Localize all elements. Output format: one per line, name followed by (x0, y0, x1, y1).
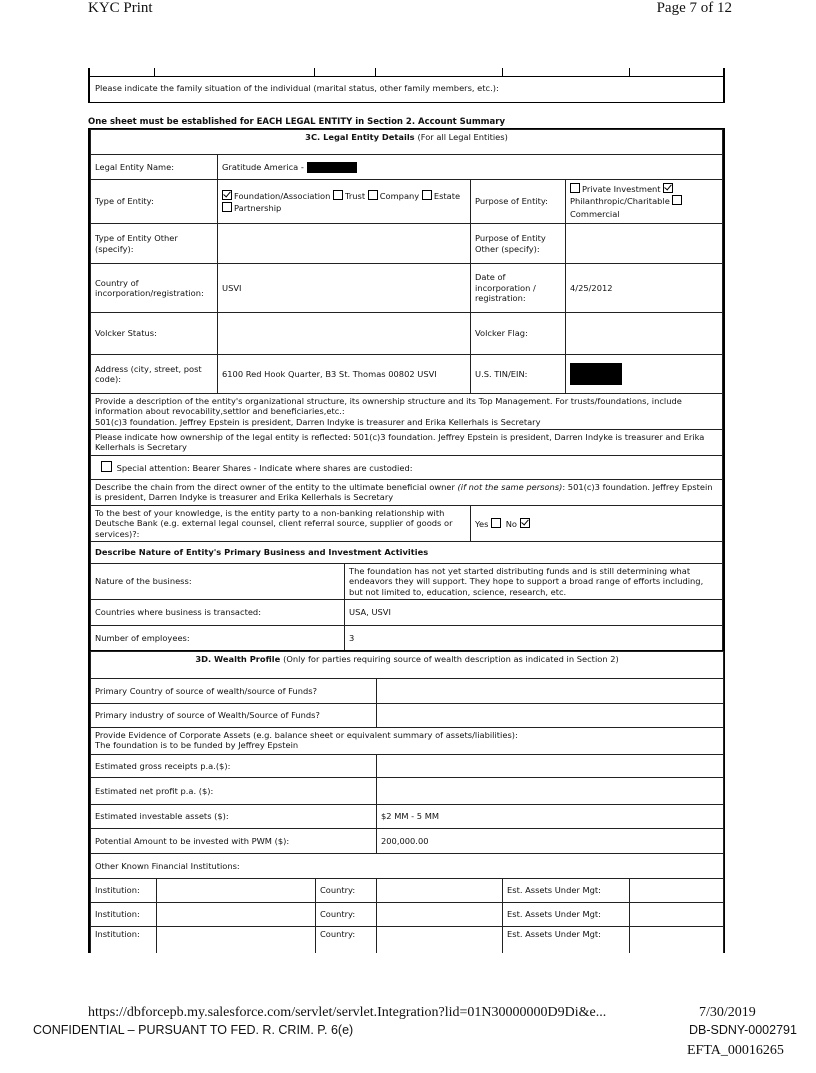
primary-country-label: Primary Country of source of wealth/source of Funds? (91, 679, 377, 704)
aum-label: Est. Assets Under Mgt: (503, 879, 630, 903)
aum-label: Est. Assets Under Mgt: (503, 903, 630, 927)
business-label: Nature of the business: (91, 563, 345, 599)
tin-label: U.S. TIN/EIN: (471, 355, 566, 394)
aum-value (630, 879, 724, 903)
date-value: 4/25/2012 (566, 264, 723, 313)
no-checkbox[interactable] (520, 518, 530, 528)
volcker-flag-value (566, 313, 723, 355)
aum-value (630, 903, 724, 927)
net-profit-label: Estimated net profit p.a. ($): (91, 778, 377, 805)
legal-entity-name-label: Legal Entity Name: (91, 155, 218, 180)
purpose-options: Private Investment Philanthropic/Charitable Commercial (566, 180, 723, 224)
potential-amount-label: Potential Amount to be invested with PWM ($): (91, 829, 377, 854)
commercial-checkbox[interactable] (672, 195, 682, 205)
estate-checkbox[interactable] (422, 190, 432, 200)
volcker-status-label: Volcker Status: (91, 313, 218, 355)
footer-date: 7/30/2019 (699, 1005, 756, 1020)
corporate-assets-evidence: Provide Evidence of Corporate Assets (e.g. balance sheet or equivalent summary of assets/liabilities): The foundation is to be funded by Jeffrey Epstein (91, 728, 724, 755)
institution-country-value (377, 879, 503, 903)
relationship-answer: Yes No (471, 505, 723, 541)
primary-country-value (377, 679, 724, 704)
foundation-checkbox[interactable] (222, 190, 232, 200)
bates-number: DB-SDNY-0002791 (689, 1023, 797, 1037)
company-checkbox[interactable] (368, 190, 378, 200)
other-fi-label: Other Known Financial Institutions: (91, 854, 724, 879)
family-situation-label: Please indicate the family situation of the individual (marital status, other family members, etc.): (95, 83, 499, 93)
investable-assets-value: $2 MM - 5 MM (377, 805, 724, 829)
section-3d-title: 3D. Wealth Profile (Only for parties requiring source of wealth description as indicated in Section 2) (91, 652, 724, 679)
sheet-note: One sheet must be established for EACH LEGAL ENTITY in Section 2. Account Summary (88, 117, 506, 127)
efta-number: EFTA_00016265 (687, 1043, 784, 1058)
footer-url: https://dbforcepb.my.salesforce.com/servlet/servlet.Integration?lid=01N30000000D9Di&e... (88, 1005, 607, 1020)
address-value: 6100 Red Hook Quarter, B3 St. Thomas 00802 USVI (218, 355, 471, 394)
institution-value (157, 879, 316, 903)
business-heading: Describe Nature of Entity's Primary Business and Investment Activities (91, 541, 723, 563)
redaction-block (307, 162, 357, 173)
purpose-other-value (566, 224, 723, 264)
beneficial-owner-chain: Describe the chain from the direct owner of the entity to the ultimate beneficial owner (if not the same persons): 501(c)3 foundation. Jeffrey Epstein is president, Darren Indyke is treasurer and Erika Kellerhals is Secretary (91, 480, 723, 506)
countries-value: USA, USVI (345, 599, 723, 625)
entity-type-label: Type of Entity: (91, 180, 218, 224)
tin-value (566, 355, 723, 394)
gross-receipts-value (377, 755, 724, 778)
family-section (88, 68, 725, 103)
country-value: USVI (218, 264, 471, 313)
section-3c-title: 3C. Legal Entity Details (For all Legal Entities) (91, 130, 723, 155)
confidential-notice: CONFIDENTIAL – PURSUANT TO FED. R. CRIM. P. 6(e) (33, 1023, 354, 1037)
trust-checkbox[interactable] (333, 190, 343, 200)
redaction-block (570, 363, 622, 385)
gross-receipts-label: Estimated gross receipts p.a.($): (91, 755, 377, 778)
volcker-flag-label: Volcker Flag: (471, 313, 566, 355)
relationship-prompt: To the best of your knowledge, is the entity party to a non-banking relationship with Deutsche Bank (e.g. external legal counsel, client referral source, supplier of goods or services)?: (91, 505, 471, 541)
institution-row (91, 903, 724, 927)
countries-label: Countries where business is transacted: (91, 599, 345, 625)
bearer-shares-checkbox[interactable] (101, 461, 112, 472)
institution-row (91, 879, 724, 903)
institution-country-value (377, 927, 503, 953)
partnership-checkbox[interactable] (222, 202, 232, 212)
legal-entity-name-value: Gratitude America - (218, 155, 723, 180)
bearer-shares-row: Special attention: Bearer Shares - Indicate where shares are custodied: (91, 456, 723, 480)
institution-country-label: Country: (316, 927, 377, 953)
country-label: Country of incorporation/registration: (91, 264, 218, 313)
yes-checkbox[interactable] (491, 518, 501, 528)
potential-amount-value: 200,000.00 (377, 829, 724, 854)
legal-entity-section (88, 128, 725, 652)
type-other-label: Type of Entity Other (specify): (91, 224, 218, 264)
net-profit-value (377, 778, 724, 805)
structure-description: Provide a description of the entity's organizational structure, its ownership structure and its Top Management. For trusts/foundations, include information about revocability,settlor and beneficiaries,etc.: 501(c)3 foundation. Jeffrey Epstein is president, Darren Indyke is treasurer and Erika Kellerhals is Secretary (91, 394, 723, 430)
private-investment-checkbox[interactable] (570, 183, 580, 193)
wealth-profile-section (88, 650, 725, 953)
institution-value (157, 903, 316, 927)
entity-type-options: Foundation/Association Trust Company Estate Partnership (218, 180, 471, 224)
institution-country-label: Country: (316, 903, 377, 927)
aum-value (630, 927, 724, 953)
ownership-description: Please indicate how ownership of the legal entity is reflected: 501(c)3 foundation. Jeffrey Epstein is president, Darren Indyke is treasurer and Erika Kellerhals is Secretary (91, 430, 723, 456)
page-number: Page 7 of 12 (656, 0, 732, 16)
type-other-value (218, 224, 471, 264)
institution-label: Institution: (91, 879, 157, 903)
philanthropic-checkbox[interactable] (663, 183, 673, 193)
purpose-other-label: Purpose of Entity Other (specify): (471, 224, 566, 264)
employees-label: Number of employees: (91, 625, 345, 650)
investable-assets-label: Estimated investable assets ($): (91, 805, 377, 829)
date-label: Date of incorporation / registration: (471, 264, 566, 313)
primary-industry-value (377, 704, 724, 728)
volcker-status-value (218, 313, 471, 355)
employees-value: 3 (345, 625, 723, 650)
print-title: KYC Print (88, 0, 153, 16)
institution-value (157, 927, 316, 953)
institution-label: Institution: (91, 927, 157, 953)
address-label: Address (city, street, post code): (91, 355, 218, 394)
business-value: The foundation has not yet started distributing funds and is still determining what endeavors they will support. They hope to support a broad range of efforts including, but not limited to, education, science, research, etc. (345, 563, 723, 599)
aum-label: Est. Assets Under Mgt: (503, 927, 630, 953)
institution-country-value (377, 903, 503, 927)
purpose-label: Purpose of Entity: (471, 180, 566, 224)
primary-industry-label: Primary industry of source of Wealth/Source of Funds? (91, 704, 377, 728)
institution-row (91, 927, 724, 953)
institution-label: Institution: (91, 903, 157, 927)
institution-country-label: Country: (316, 879, 377, 903)
